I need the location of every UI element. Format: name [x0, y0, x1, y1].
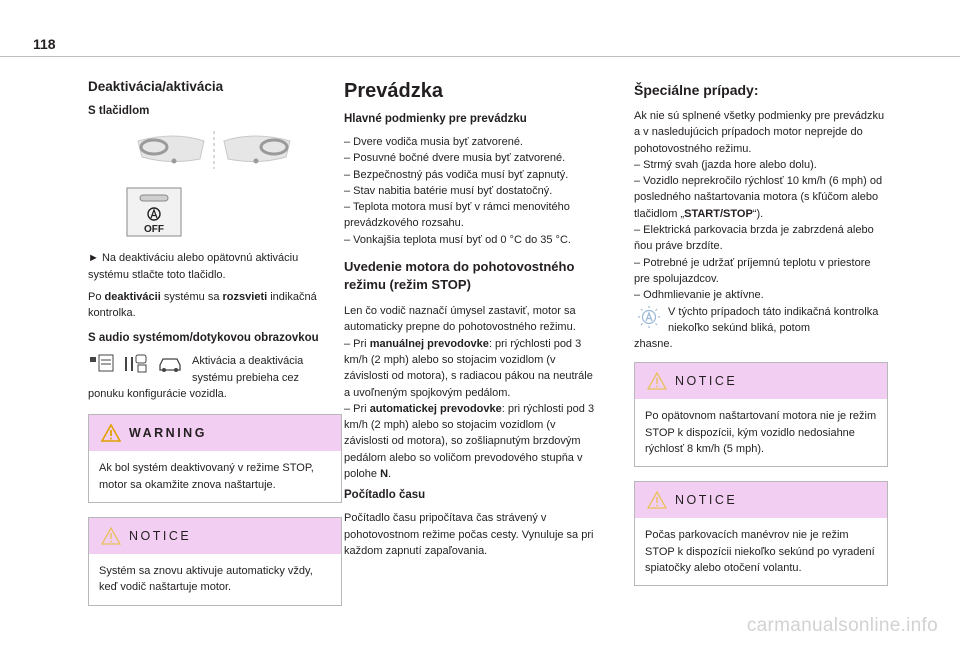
warning-title: WARNING — [129, 426, 207, 441]
notice-triangle-icon — [647, 372, 667, 390]
off-label: OFF — [144, 224, 164, 235]
stop-mode-intro: Len čo vodič naznačí úmysel zastaviť, motor sa automaticky prepne do pohotovostného režimu. — [344, 305, 576, 334]
manual-gearbox-condition: – Pri manuálnej prevodovke: pri rýchlosti pod 3 km/h (2 mph) alebo so stojacim vozidlom (v závislosti od motora), s radiacou pákou na neutrále a uvoľneným spojkovým pedálom. — [344, 337, 593, 399]
subheading-audio-system: S audio systémom/dotykovou obrazovkou — [88, 332, 319, 345]
stop-start-off-icon — [126, 187, 182, 237]
list-item: – Odhmlievanie je aktívne. — [634, 289, 764, 302]
notice-text: Počas parkovacích manévrov nie je režim STOP k dispozícii niekoľko sekúnd po vyradení spiatočky alebo otočení volantu. — [645, 529, 875, 574]
list-item: – Vonkajšia teplota musí byť od 0 °C do 35 °C. — [344, 233, 571, 246]
dashboard-illustration — [134, 127, 294, 173]
deactivation-note: Po deaktivácii systému sa rozsvieti indikačná kontrolka. — [88, 290, 317, 320]
vehicle-config-icons — [88, 353, 188, 375]
stop-start-button-illustration — [126, 187, 342, 242]
indicator-row — [634, 304, 888, 337]
notice-header — [635, 363, 887, 399]
section-title-operation: Prevádzka — [344, 80, 443, 102]
conditions-list — [344, 134, 598, 248]
warning-box — [88, 414, 342, 503]
notice-title: NOTICE — [129, 528, 192, 543]
column-left — [88, 78, 342, 606]
notice-header — [89, 518, 341, 554]
subheading-stop-mode: Uvedenie motora do pohotovostného režimu (režim STOP) — [344, 259, 575, 293]
deactivation-instruction: ► Na deaktiváciu alebo opätovnú aktiváciu systému stlačte toto tlačidlo. — [88, 252, 299, 281]
column-middle — [344, 78, 598, 565]
warning-header — [89, 415, 341, 451]
special-cases-intro: Ak nie sú splnené všetky podmienky pre prevádzku a v nasledujúcich prípadoch motor neprejde do pohotovostného režimu. — [634, 110, 885, 155]
notice-box-parking — [634, 481, 888, 586]
notice-header — [635, 482, 887, 518]
section-title-special-cases: Špeciálne prípady: — [634, 82, 759, 98]
warning-triangle-icon — [101, 424, 121, 442]
list-item: – Bezpečnostný pás vodiča musí byť zapnutý. — [344, 168, 569, 181]
notice-triangle-icon — [647, 491, 667, 509]
footer-watermark: carmanualsonline.info — [746, 615, 938, 636]
subheading-main-conditions: Hlavné podmienky pre prevádzku — [344, 113, 527, 125]
list-item: – Stav nabitia batérie musí byť dostatočný. — [344, 184, 553, 197]
notice-box — [88, 517, 342, 606]
indicator-text-continued: zhasne. — [634, 338, 673, 351]
warning-text: Ak bol systém deaktivovaný v režime STOP, motor sa okamžite znova naštartuje. — [99, 462, 314, 491]
notice-text: Po opätovnom naštartovaní motora nie je režim STOP k dispozícii, kým vozidlo nedosiahne rýchlosť 8 km/h (5 mph). — [645, 410, 877, 456]
notice-title: NOTICE — [675, 374, 738, 389]
notice-box-restart — [634, 362, 888, 467]
list-item: – Vozidlo neprekročilo rýchlosť 10 km/h (6 mph) od posledného naštartovania motora (s kľúčom alebo tlačidlom „START/STOP“). — [634, 175, 883, 220]
notice-text: Systém sa znovu aktivuje automaticky vždy, keď vodič naštartuje motor. — [99, 564, 313, 594]
section-heading-deactivation: Deaktivácia/aktivácia — [88, 79, 224, 94]
notice-title: NOTICE — [675, 493, 738, 508]
time-counter-text: Počítadlo času pripočítava čas strávený v pohotovostnom režime počas cesty. Vynuluje sa pri každom zapnutí zapaľovania. — [344, 512, 594, 557]
notice-triangle-icon — [101, 527, 121, 545]
indicator-text: V týchto prípadoch táto indikačná kontrolka niekoľko sekúnd bliká, potom — [668, 305, 879, 334]
config-icons-row — [88, 353, 342, 386]
config-text-inline: Aktivácia a deaktivácia systému prebieha cez — [192, 355, 304, 384]
page-number: 118 — [33, 36, 56, 52]
subheading-with-button: S tlačidlom — [88, 105, 150, 117]
stop-start-indicator-icon — [634, 304, 664, 330]
header-rule — [0, 56, 960, 57]
list-item: – Dvere vodiča musia byť zatvorené. — [344, 136, 523, 148]
automatic-gearbox-condition: – Pri automatickej prevodovke: pri rýchlosti pod 3 km/h (2 mph) alebo so stojacim vozidlom (v závislosti od motora), so zošliapnutým brzdovým pedálom alebo so voličom prevodového stupňa v polohe N. — [344, 402, 595, 481]
list-item: – Elektrická parkovacia brzda je zabrzdená alebo ňou práve brzdíte. — [634, 224, 874, 253]
list-item: – Teplota motora musí byť v rámci menovitého prevádzkového rozsahu. — [344, 201, 570, 230]
list-item: – Potrebné je udržať príjemnú teplotu v priestore pre spolujazdcov. — [634, 256, 871, 285]
list-item: – Strmý svah (jazda hore alebo dolu). — [634, 158, 817, 171]
config-text-continued: ponuku konfigurácie vozidla. — [88, 388, 227, 401]
column-right — [634, 82, 888, 586]
list-item: – Posuvné bočné dvere musia byť zatvorené. — [344, 152, 566, 165]
subheading-time-counter: Počítadlo času — [344, 489, 426, 502]
